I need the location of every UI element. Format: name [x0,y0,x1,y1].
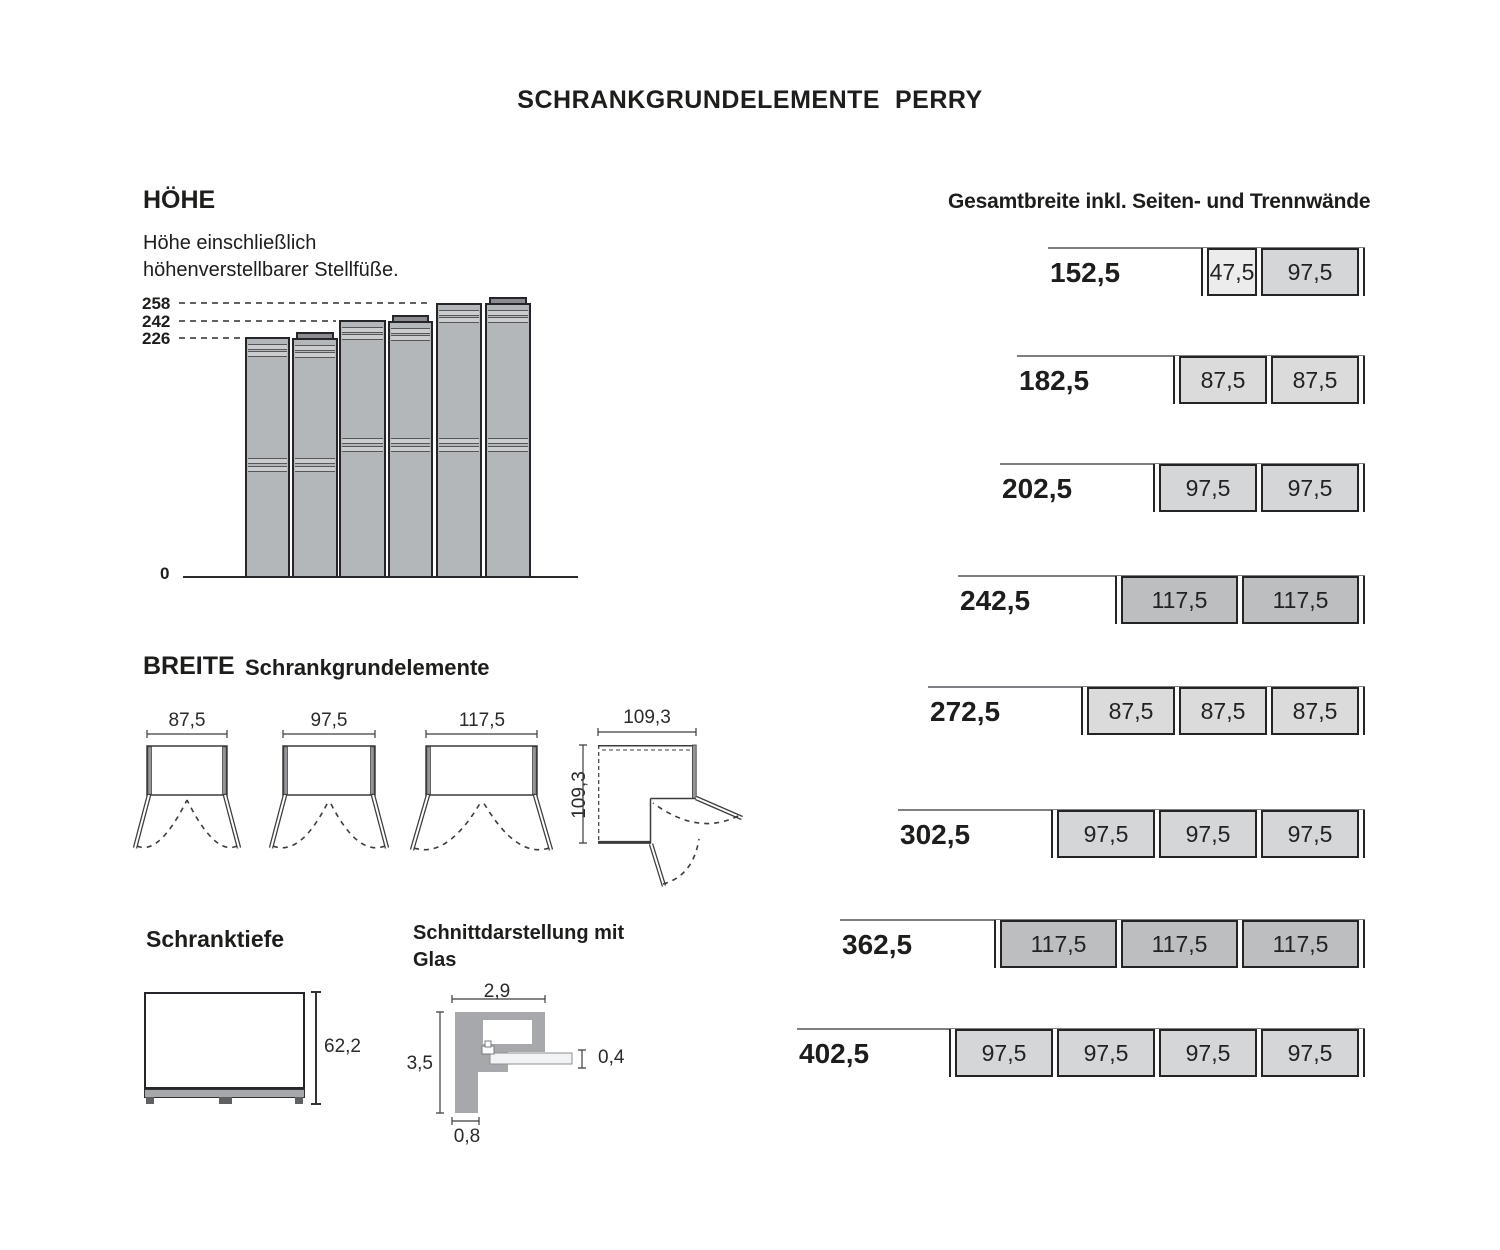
cabinet-panel-line [342,334,383,340]
cabinet-panel-line [295,345,335,351]
corner-cabinet-plan [579,728,742,886]
partition-wall [1357,920,1365,968]
partition-wall [1173,356,1181,404]
partition-wall [1357,356,1365,404]
schnitt-heading [413,920,624,974]
cabinet-panel-line [488,317,528,323]
partition-wall [1081,687,1089,735]
section-dim-top: 2,9 [483,981,511,1002]
segment-width-box: 47,5 [1209,248,1255,296]
gesamtbreite-row [1048,247,1365,305]
cabinet-panel-line [391,328,430,334]
section-dim-right: 0,4 [598,1047,625,1068]
height-mark-226: 226 [142,329,171,348]
schnitt-heading-line2: Glas [413,949,457,971]
partition-wall [1255,464,1263,512]
partition-wall [1357,248,1365,296]
breite-subheading: Schrankgrundelemente [245,655,490,680]
partition-wall [1357,576,1365,624]
depth-dim-cap-bottom [311,1103,321,1105]
base-foot-center [219,1097,232,1104]
cabinet-elevation [436,303,482,578]
cabinet-panel-line [391,446,430,452]
cabinet-elevation [485,303,531,578]
cabinet-panel-line [342,438,383,444]
partition-wall [949,1029,957,1077]
cabinet-panel-line [439,438,479,444]
partition-wall [1236,576,1244,624]
cabinet-elevation [292,338,338,578]
dash-line-226 [179,337,243,339]
cabinet-plan-97 [271,730,387,848]
cabinet-panel-line [391,335,430,341]
segment-width-box: 97,5 [1263,248,1357,296]
total-width-label: 272,5 [930,696,1001,727]
cabinet-panel-line [391,438,430,444]
segment-width-box: 117,5 [1244,920,1357,968]
plan-width-117-label: 117,5 [458,710,506,731]
hoehe-description-line2: höhenverstellbarer Stellfüße. [143,259,399,281]
partition-wall [1115,576,1123,624]
cabinet-panel-line [295,466,335,472]
cabinet-panel-line [342,327,383,333]
schnitt-heading-line1: Schnittdarstellung mit [413,922,625,944]
total-width-label: 152,5 [1050,257,1121,288]
partition-wall [1153,464,1161,512]
corner-width-label: 109,3 [623,707,671,728]
base-foot-right [295,1097,303,1104]
segment-width-box: 97,5 [1059,1029,1153,1077]
hoehe-figure [132,270,612,600]
partition-wall [1236,920,1244,968]
width-segments [949,1029,1365,1077]
total-width-label: 402,5 [799,1038,870,1069]
total-width-label: 202,5 [1002,473,1073,504]
cabinet-panel-line [439,446,479,452]
segment-width-box: 87,5 [1181,356,1265,404]
width-segments [994,920,1365,968]
height-mark-242: 242 [142,312,171,331]
partition-wall [1173,687,1181,735]
gesamtbreite-row [1000,463,1365,521]
cabinet-elevation [245,337,290,578]
schranktiefe-heading: Schranktiefe [146,926,285,952]
cabinet-elevation [388,321,433,578]
segment-width-box: 87,5 [1273,687,1357,735]
cabinet-panel-line [342,446,383,452]
breite-plans-figure [132,700,782,900]
gesamtbreite-row [1017,355,1365,413]
partition-wall [1265,687,1273,735]
segment-width-box: 97,5 [1161,810,1255,858]
section-dim-left: 3,5 [406,1053,433,1074]
segment-width-box: 117,5 [1123,920,1236,968]
breite-heading: BREITE [143,652,235,680]
width-segments [1081,687,1365,735]
cabinet-panel-line [295,352,335,358]
partition-wall [1153,1029,1161,1077]
section-dim-bottom: 0,8 [453,1126,481,1147]
depth-dim-line [315,992,317,1104]
partition-wall [1153,810,1161,858]
dash-line-258 [179,302,432,304]
total-width-label: 302,5 [900,819,971,850]
gesamtbreite-row [797,1028,1365,1086]
cabinet-panel-line [248,466,287,472]
depth-label: 62,2 [324,1036,361,1057]
segment-width-box: 97,5 [957,1029,1051,1077]
partition-wall [1051,810,1059,858]
plan-width-97-label: 97,5 [310,710,348,731]
cabinet-panel-line [248,458,287,464]
gesamtbreite-row [958,575,1365,633]
dash-line-242 [179,320,336,322]
base-foot-left [146,1097,154,1104]
cabinet-plan-117 [412,730,551,850]
baseline-zero-label: 0 [160,564,170,583]
segment-width-box: 87,5 [1273,356,1357,404]
width-segments [1173,356,1365,404]
gesamtbreite-row [840,919,1365,977]
hoehe-description-line1: Höhe einschließlich [143,232,317,254]
cabinet-panel-line [248,351,287,357]
gesamtbreite-row [928,686,1365,744]
cabinet-plan-87 [135,730,239,848]
total-width-label: 242,5 [960,585,1031,616]
partition-wall [1255,248,1263,296]
cabinet-panel-line [488,310,528,316]
partition-wall [1051,1029,1059,1077]
segment-width-box: 97,5 [1263,810,1357,858]
segment-width-box: 117,5 [1244,576,1357,624]
partition-wall [1357,810,1365,858]
partition-wall [1357,687,1365,735]
partition-wall [1357,1029,1365,1077]
partition-wall [1255,810,1263,858]
gesamtbreite-heading: Gesamtbreite inkl. Seiten- und Trennwände [948,190,1371,213]
glass-pane [490,1053,572,1064]
partition-wall [1201,248,1209,296]
total-width-label: 362,5 [842,929,913,960]
width-segments [1115,576,1365,624]
width-segments [1201,248,1365,296]
cabinet-panel-line [248,344,287,350]
cabinet-panel-line [488,438,528,444]
depth-dim-cap-top [311,991,321,993]
segment-width-box: 97,5 [1263,464,1357,512]
cabinet-panel-line [295,458,335,464]
segment-width-box: 87,5 [1181,687,1265,735]
segment-width-box: 97,5 [1161,1029,1255,1077]
segment-width-box: 117,5 [1002,920,1115,968]
total-width-label: 182,5 [1019,365,1090,396]
schranktiefe-side-view [144,992,305,1089]
segment-width-box: 87,5 [1089,687,1173,735]
segment-width-box: 117,5 [1123,576,1236,624]
plan-width-87-label: 87,5 [168,710,206,731]
cabinet-panel-line [488,446,528,452]
width-segments [1051,810,1365,858]
partition-wall [1115,920,1123,968]
width-segments [1153,464,1365,512]
height-mark-258: 258 [142,294,171,313]
page-title: SCHRANKGRUNDELEMENTE PERRY [517,86,983,114]
partition-wall [1265,356,1273,404]
partition-wall [1255,1029,1263,1077]
cabinet-elevation [339,320,386,578]
segment-width-box: 97,5 [1263,1029,1357,1077]
hoehe-heading: HÖHE [143,186,216,214]
cabinet-panel-line [439,317,479,323]
segment-width-box: 97,5 [1161,464,1255,512]
partition-wall [994,920,1002,968]
partition-wall [1357,464,1365,512]
frame-profile [455,1012,572,1113]
segment-width-box: 97,5 [1059,810,1153,858]
corner-depth-label: 109,3 [569,771,590,819]
gesamtbreite-row [898,809,1365,867]
cabinet-panel-line [439,310,479,316]
